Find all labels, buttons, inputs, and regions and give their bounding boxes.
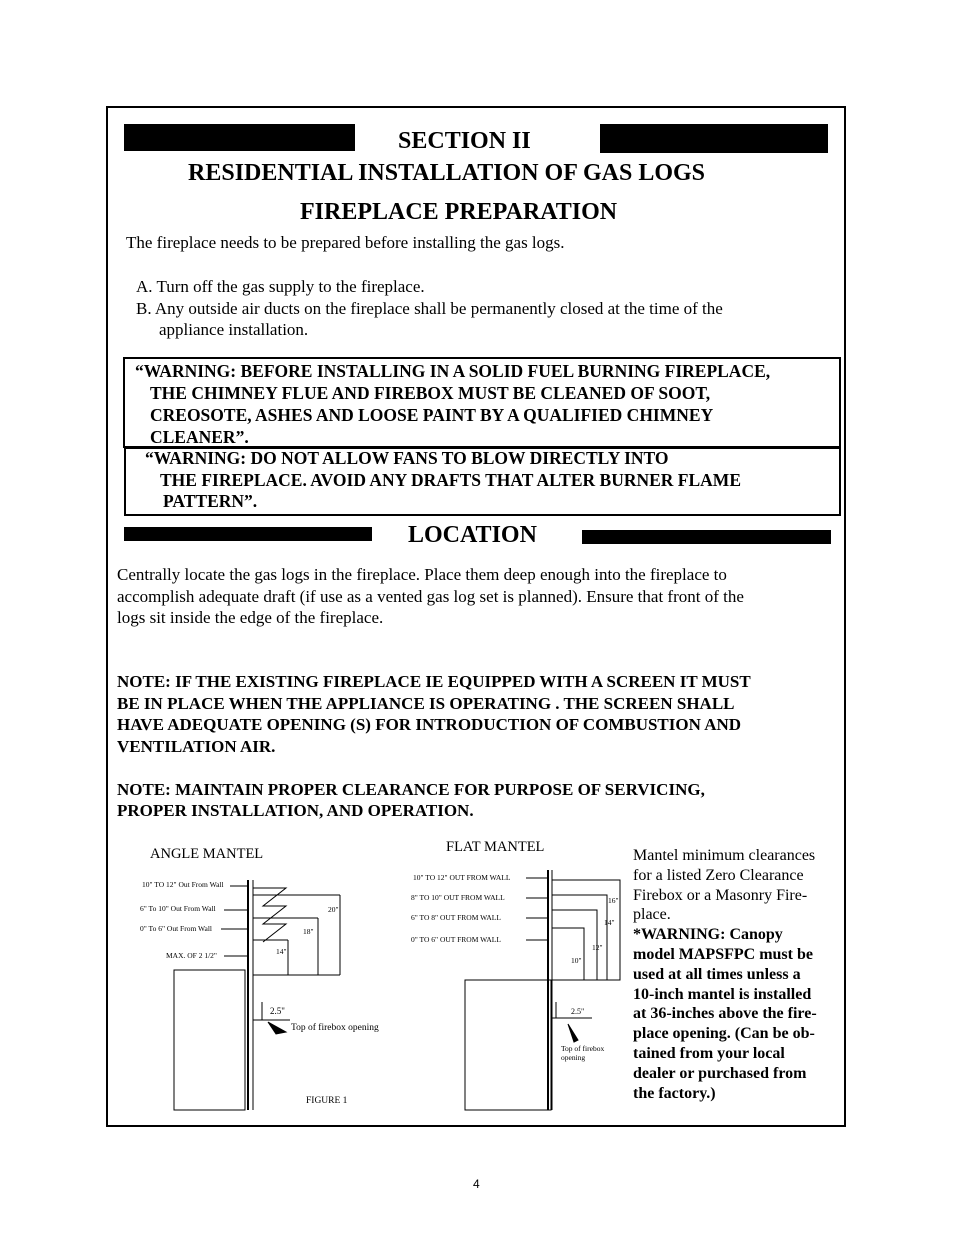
canopy-warning-7: tained from your local: [633, 1044, 785, 1062]
angle-dim-18: 18": [303, 927, 314, 936]
canopy-warning-2: model MAPSFPC must be: [633, 945, 813, 963]
flat-dim-14: 14": [604, 918, 615, 927]
angle-dim-25: 2.5": [270, 1006, 285, 1016]
angle-label-max: MAX. OF 2 1/2": [166, 951, 217, 960]
angle-label-6-10: 6" To 10" Out From Wall: [140, 904, 216, 913]
location-line2: accomplish adequate draft (if use as a vented gas log set is planned). Ensure that front of the: [117, 587, 744, 606]
flat-label-6-8: 6" TO 8" OUT FROM WALL: [411, 913, 501, 922]
warning1-line2: THE CHIMNEY FLUE AND FIREBOX MUST BE CLEANED OF SOOT,: [150, 383, 711, 403]
flat-label-10-12: 10" TO 12" OUT FROM WALL: [413, 873, 511, 882]
clearance-line-1: Mantel minimum clearances: [633, 847, 816, 864]
section-title: SECTION II: [398, 128, 531, 154]
location-line3: logs sit inside the edge of the fireplace.: [117, 608, 384, 627]
flat-firebox: [465, 980, 551, 1110]
angle-firebox-label: Top of firebox opening: [291, 1023, 379, 1033]
warning2-line3: PATTERN”.: [163, 491, 258, 511]
note1-line1: NOTE: IF THE EXISTING FIREPLACE IE EQUIPPED WITH A SCREEN IT MUST: [117, 672, 751, 691]
flat-label-0-6: 0" TO 6" OUT FROM WALL: [411, 935, 501, 944]
angle-mantel-title: ANGLE MANTEL: [150, 846, 264, 862]
note1-line3: HAVE ADEQUATE OPENING (S) FOR INTRODUCTION OF COMBUSTION AND: [117, 715, 742, 734]
canopy-warning-3: used at all times unless a: [633, 965, 801, 983]
step-b-line1: B. Any outside air ducts on the fireplace shall be permanently closed at the time of the: [136, 299, 723, 318]
flat-label-8-10: 8" TO 10" OUT FROM WALL: [411, 893, 505, 902]
note1-line4: VENTILATION AIR.: [117, 737, 276, 756]
canopy-warning-1: *WARNING: Canopy: [633, 926, 783, 944]
step-b-line2: appliance installation.: [159, 320, 309, 339]
intro-text: The fireplace needs to be prepared before installing the gas logs.: [126, 233, 565, 252]
clearance-line-2: for a listed Zero Clearance: [633, 866, 804, 884]
warning1-line1: “WARNING: BEFORE INSTALLING IN A SOLID FUEL BURNING FIREPLACE,: [135, 361, 771, 381]
warning1-line4: CLEANER”.: [150, 427, 249, 447]
canopy-warning-5: at 36-inches above the fire-: [633, 1005, 817, 1023]
angle-dim-20: 20": [328, 905, 339, 914]
angle-label-10-12: 10" TO 12" Out From Wall: [142, 880, 224, 889]
canopy-warning-6: place opening. (Can be ob-: [633, 1025, 815, 1043]
location-line1: Centrally locate the gas logs in the fireplace. Place them deep enough into the fireplace to: [117, 565, 727, 584]
canopy-warning-4: 10-inch mantel is installed: [633, 985, 812, 1003]
angle-firebox: [174, 970, 245, 1110]
flat-dim-16: 16": [608, 896, 619, 905]
clearance-line-3: Firebox or a Masonry Fire-: [633, 886, 808, 904]
flat-firebox-label-1: Top of firebox: [561, 1044, 605, 1053]
canopy-warning-8: dealer or purchased from: [633, 1064, 807, 1082]
flat-dim-10: 10": [571, 956, 582, 965]
page-number: 4: [473, 1177, 480, 1191]
figure-caption: FIGURE 1: [306, 1096, 348, 1106]
canopy-warning-9: the factory.): [633, 1084, 716, 1102]
location-heading: LOCATION: [408, 522, 537, 548]
note2-line1: NOTE: MAINTAIN PROPER CLEARANCE FOR PURPOSE OF SERVICING,: [117, 780, 705, 799]
fireplace-preparation-heading: FIREPLACE PREPARATION: [300, 199, 618, 225]
flat-dim-25: 2.5": [571, 1007, 585, 1016]
note2-line2: PROPER INSTALLATION, AND OPERATION.: [117, 801, 474, 820]
clearance-line-4: place.: [633, 906, 671, 924]
warning1-line3: CREOSOTE, ASHES AND LOOSE PAINT BY A QUALIFIED CHIMNEY: [150, 405, 714, 425]
angle-dim-14: 14": [276, 947, 287, 956]
warning2-line2: THE FIREPLACE. AVOID ANY DRAFTS THAT ALTER BURNER FLAME: [160, 470, 741, 490]
flat-firebox-label-2: opening: [561, 1053, 586, 1062]
warning2-line1: “WARNING: DO NOT ALLOW FANS TO BLOW DIRECTLY INTO: [145, 448, 669, 468]
angle-label-0-6: 0" To 6" Out From Wall: [140, 924, 213, 933]
flat-dim-12: 12": [592, 943, 603, 952]
flat-mantel-title: FLAT MANTEL: [446, 839, 545, 855]
step-a: A. Turn off the gas supply to the fireplace.: [136, 277, 425, 296]
mantel-clearance-note: [633, 846, 817, 1103]
section-subtitle: RESIDENTIAL INSTALLATION OF GAS LOGS: [188, 160, 706, 186]
note1-line2: BE IN PLACE WHEN THE APPLIANCE IS OPERATING . THE SCREEN SHALL: [117, 694, 735, 713]
